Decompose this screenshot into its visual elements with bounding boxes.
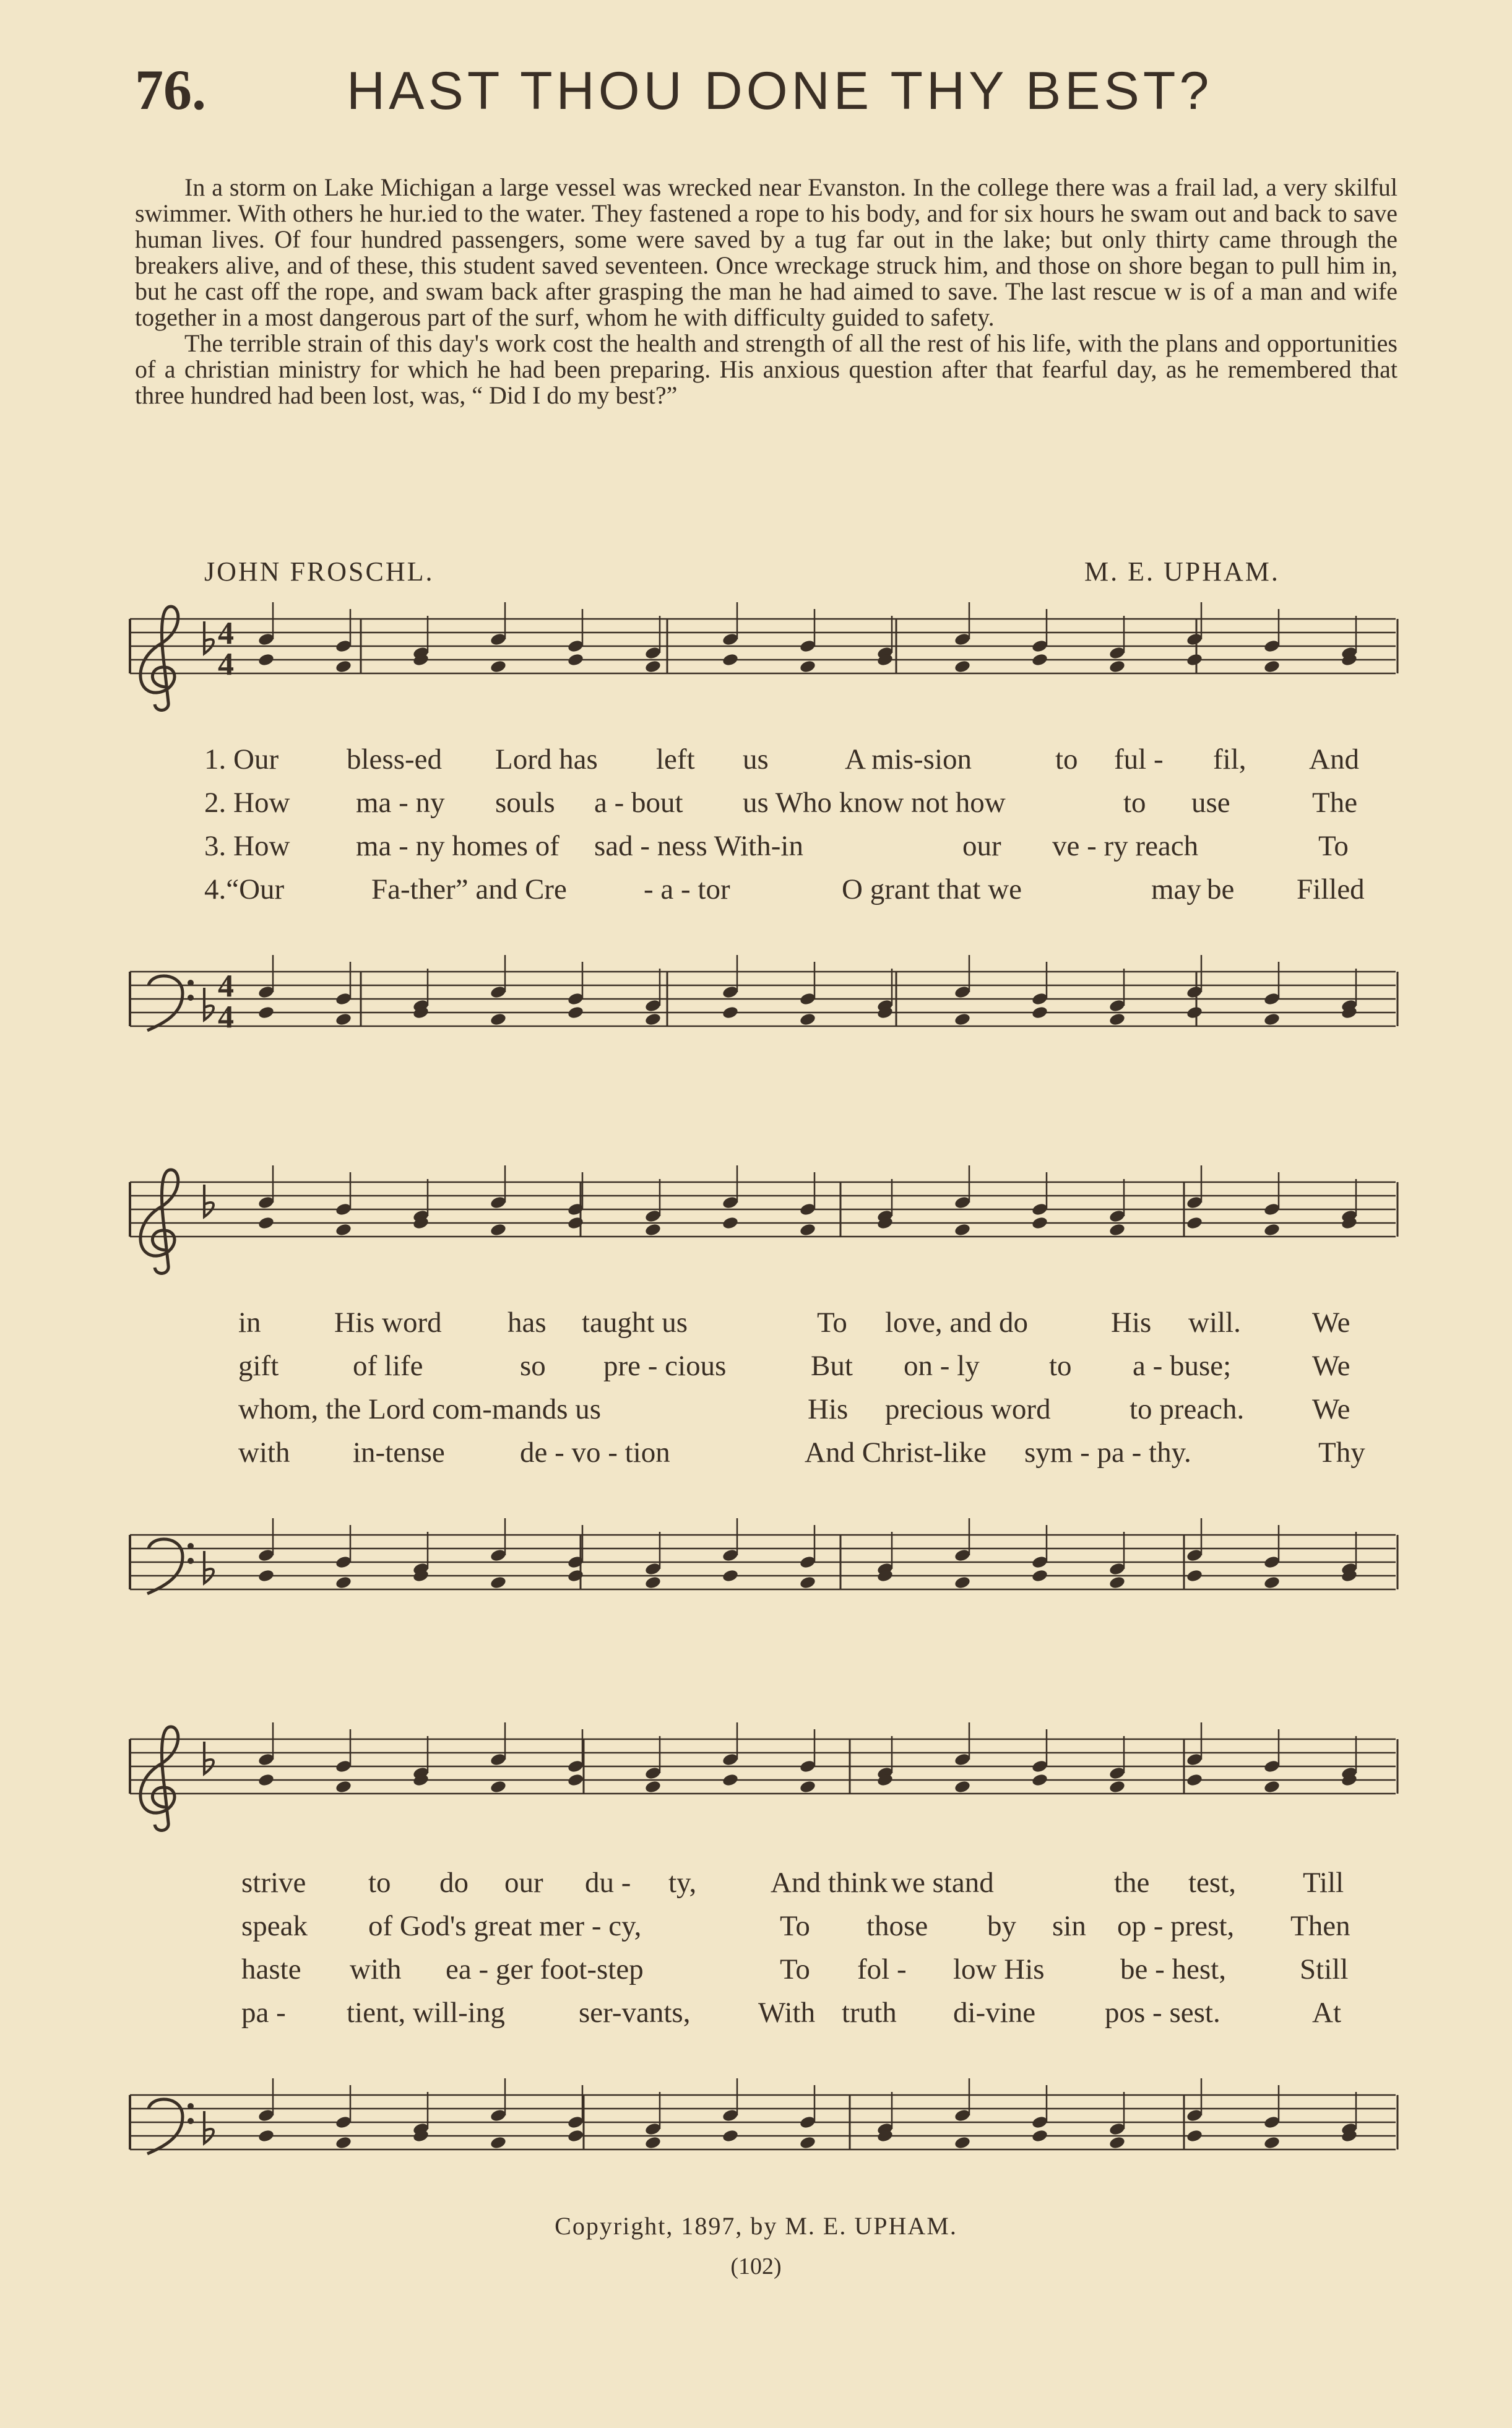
music-system-2 bbox=[124, 1157, 1399, 1628]
syllable: But bbox=[811, 1350, 853, 1382]
syllable: a - buse; bbox=[1133, 1350, 1232, 1382]
note-head bbox=[1186, 652, 1203, 667]
syllable: di-vine bbox=[953, 1997, 1036, 2029]
syllable: And bbox=[1309, 743, 1359, 775]
note-head bbox=[567, 1568, 584, 1583]
syllable: And Christ-like bbox=[805, 1436, 987, 1469]
syllable: has bbox=[508, 1307, 546, 1339]
syllable: may bbox=[1151, 873, 1201, 905]
syllable: sin bbox=[1052, 1910, 1086, 1942]
flat-key-signature-icon bbox=[204, 1185, 214, 1217]
flat-key-signature-icon bbox=[204, 1742, 214, 1774]
note-head bbox=[335, 1012, 352, 1026]
syllable: 4.“Our bbox=[204, 873, 285, 905]
note-head bbox=[490, 659, 507, 673]
syllable: left bbox=[656, 743, 695, 775]
syllable: O grant that we bbox=[842, 873, 1022, 905]
syllable: ma - ny homes of bbox=[356, 830, 559, 862]
syllable: We bbox=[1312, 1350, 1350, 1382]
composer-credit: M. E. UPHAM. bbox=[1084, 556, 1280, 587]
note-head bbox=[1108, 1575, 1126, 1589]
syllable: bless-ed bbox=[347, 743, 443, 775]
note-head bbox=[257, 1005, 275, 1019]
note-head bbox=[490, 2135, 507, 2149]
note-head bbox=[644, 1012, 662, 1026]
hymn-title: HAST THOU DONE THY BEST? bbox=[347, 61, 1213, 121]
story-text bbox=[135, 175, 1398, 408]
note-head bbox=[567, 1216, 584, 1230]
note-head bbox=[1108, 1012, 1126, 1026]
treble-clef-icon bbox=[140, 1170, 178, 1273]
syllable: The bbox=[1312, 787, 1358, 819]
treble-staff-1 bbox=[124, 594, 1399, 718]
note-head bbox=[799, 659, 816, 673]
note-head bbox=[722, 1216, 739, 1230]
syllable: His word bbox=[334, 1307, 442, 1339]
note-head bbox=[1031, 1216, 1048, 1230]
syllable: of life bbox=[353, 1350, 423, 1382]
note-head bbox=[1263, 1222, 1281, 1237]
syllable: fol - bbox=[857, 1953, 907, 1985]
syllable: haste bbox=[241, 1953, 301, 1985]
verse-4-line-3 bbox=[124, 1996, 1399, 2033]
syllable: ve - ry reach bbox=[1052, 830, 1199, 862]
syllable: the bbox=[1114, 1867, 1150, 1899]
syllable: - a - tor bbox=[644, 873, 730, 905]
verse-2-line-1 bbox=[124, 786, 1399, 823]
note-head bbox=[490, 1575, 507, 1589]
syllable: 2. How bbox=[204, 787, 290, 819]
bass-staff-3 bbox=[124, 2070, 1399, 2194]
syllable: op - prest, bbox=[1117, 1910, 1235, 1942]
syllable: souls bbox=[495, 787, 555, 819]
note-head bbox=[1108, 1222, 1126, 1237]
syllable: tient, will-ing bbox=[347, 1997, 505, 2029]
note-head bbox=[1031, 1773, 1048, 1787]
note-head bbox=[1031, 652, 1048, 667]
note-head bbox=[335, 1222, 352, 1237]
bass-clef-icon bbox=[147, 976, 183, 1030]
syllable: Then bbox=[1290, 1910, 1350, 1942]
syllable: sym - pa - thy. bbox=[1024, 1436, 1191, 1469]
note-head bbox=[1108, 659, 1126, 673]
syllable: low His bbox=[953, 1953, 1045, 1985]
syllable: we stand bbox=[891, 1867, 994, 1899]
syllable: precious word bbox=[885, 1393, 1051, 1425]
syllable: With bbox=[758, 1997, 816, 2029]
syllable: to bbox=[368, 1867, 391, 1899]
syllable: ser-vants, bbox=[579, 1997, 691, 2029]
flat-key-signature-icon bbox=[204, 988, 214, 1020]
note-head bbox=[567, 1005, 584, 1019]
syllable: so bbox=[520, 1350, 546, 1382]
syllable: strive bbox=[241, 1867, 306, 1899]
note-head bbox=[954, 1575, 971, 1589]
verse-4-line-2 bbox=[124, 1436, 1399, 1473]
bass-clef-icon bbox=[147, 2099, 183, 2154]
time-signature-top: 4 bbox=[218, 969, 234, 1004]
note-head bbox=[567, 1773, 584, 1787]
clef-dot bbox=[188, 995, 194, 1001]
note-head bbox=[1031, 1005, 1048, 1019]
note-head bbox=[490, 1222, 507, 1237]
syllable: A mis-sion bbox=[845, 743, 972, 775]
note-head bbox=[1031, 1568, 1048, 1583]
treble-staff-3 bbox=[124, 1714, 1399, 1838]
clef-dot bbox=[188, 1543, 194, 1549]
note-head bbox=[335, 1779, 352, 1794]
note-head bbox=[257, 1773, 275, 1787]
syllable: be bbox=[1207, 873, 1235, 905]
note-head bbox=[644, 1575, 662, 1589]
syllable: on - ly bbox=[904, 1350, 980, 1382]
note-head bbox=[644, 1222, 662, 1237]
copyright-notice: Copyright, 1897, by M. E. UPHAM. bbox=[555, 2212, 957, 2240]
note-head bbox=[954, 659, 971, 673]
note-head bbox=[799, 1575, 816, 1589]
bass-staff-2 bbox=[124, 1510, 1399, 1634]
syllable: His bbox=[808, 1393, 849, 1425]
note-head bbox=[257, 1216, 275, 1230]
syllable: with bbox=[350, 1953, 402, 1985]
bass-clef-icon bbox=[147, 1539, 183, 1594]
note-head bbox=[1186, 1216, 1203, 1230]
syllable: To bbox=[817, 1307, 847, 1339]
syllable: of God's great mer - cy, bbox=[368, 1910, 642, 1942]
clef-dot bbox=[188, 2103, 194, 2109]
note-head bbox=[1108, 1779, 1126, 1794]
verse-4-line-1 bbox=[124, 873, 1399, 910]
flat-key-signature-icon bbox=[204, 2111, 214, 2143]
syllable: And think bbox=[771, 1867, 888, 1899]
note-head bbox=[644, 2135, 662, 2149]
verse-1-line-3 bbox=[124, 1866, 1399, 1903]
music-system-3 bbox=[124, 1714, 1399, 2197]
syllable: ful - bbox=[1114, 743, 1164, 775]
note-head bbox=[1186, 1568, 1203, 1583]
verse-3-line-3 bbox=[124, 1953, 1399, 1990]
note-head bbox=[799, 1779, 816, 1794]
treble-staff-2 bbox=[124, 1157, 1399, 1281]
syllable: 1. Our bbox=[204, 743, 279, 775]
verse-1-line-1 bbox=[124, 743, 1399, 780]
syllable: love, and do bbox=[885, 1307, 1029, 1339]
note-head bbox=[722, 1568, 739, 1583]
verse-3-line-1 bbox=[124, 829, 1399, 866]
treble-clef-icon bbox=[140, 1727, 178, 1830]
clef-dot bbox=[188, 1558, 194, 1564]
syllable: us Who know not how bbox=[743, 787, 1006, 819]
syllable: by bbox=[987, 1910, 1016, 1942]
syllable: To bbox=[780, 1953, 810, 1985]
syllable: 3. How bbox=[204, 830, 290, 862]
lyricist-credit: JOHN FROSCHL. bbox=[204, 556, 434, 587]
note-head bbox=[799, 2135, 816, 2149]
verse-2-line-2 bbox=[124, 1349, 1399, 1386]
note-head bbox=[567, 652, 584, 667]
note-head bbox=[722, 1005, 739, 1019]
clef-dot bbox=[188, 2118, 194, 2124]
syllable: Filled bbox=[1297, 873, 1365, 905]
note-head bbox=[954, 2135, 971, 2149]
syllable: a - bout bbox=[594, 787, 683, 819]
note-head bbox=[1031, 2128, 1048, 2143]
syllable: pre - cious bbox=[603, 1350, 727, 1382]
syllable: with bbox=[238, 1436, 290, 1469]
note-head bbox=[335, 1575, 352, 1589]
syllable: At bbox=[1312, 1997, 1341, 2029]
note-head bbox=[335, 659, 352, 673]
syllable: ty, bbox=[668, 1867, 697, 1899]
syllable: We bbox=[1312, 1393, 1350, 1425]
treble-clef-icon bbox=[140, 607, 178, 710]
time-signature-bottom: 4 bbox=[218, 1000, 234, 1035]
verse-1-line-2 bbox=[124, 1306, 1399, 1343]
syllable: be - hest, bbox=[1120, 1953, 1226, 1985]
syllable: in-tense bbox=[353, 1436, 445, 1469]
note-head bbox=[257, 1568, 275, 1583]
note-head bbox=[722, 2128, 739, 2143]
syllable: To bbox=[780, 1910, 810, 1942]
syllable: Still bbox=[1300, 1953, 1349, 1985]
syllable: to bbox=[1049, 1350, 1072, 1382]
hymn-number: 76. bbox=[135, 58, 206, 121]
syllable: We bbox=[1312, 1307, 1350, 1339]
story-paragraph-2: The terrible strain of this day's work cost the health and strength of all the rest of his life, with the plans and opportunities of a christian ministry for which he had been preparing. His anxious question after that fearful day, as he remembered that three hundred had been lost, was, “ Did I do my best?” bbox=[135, 329, 1398, 409]
syllable: pa - bbox=[241, 1997, 286, 2029]
note-head bbox=[1263, 1012, 1281, 1026]
note-head bbox=[1108, 2135, 1126, 2149]
syllable: speak bbox=[241, 1910, 308, 1942]
note-head bbox=[644, 1779, 662, 1794]
syllable: fil, bbox=[1213, 743, 1246, 775]
syllable: our bbox=[504, 1867, 543, 1899]
syllable: To bbox=[1318, 830, 1349, 862]
flat-key-signature-icon bbox=[204, 1551, 214, 1583]
clef-dot bbox=[188, 980, 194, 986]
note-head bbox=[1263, 1575, 1281, 1589]
syllable: will. bbox=[1188, 1307, 1241, 1339]
note-head bbox=[954, 1222, 971, 1237]
note-head bbox=[722, 652, 739, 667]
verse-3-line-2 bbox=[124, 1393, 1399, 1430]
syllable: to bbox=[1055, 743, 1078, 775]
verse-2-line-3 bbox=[124, 1909, 1399, 1946]
flat-key-signature-icon bbox=[204, 621, 214, 654]
note-head bbox=[1263, 1779, 1281, 1794]
syllable: use bbox=[1191, 787, 1230, 819]
note-head bbox=[954, 1012, 971, 1026]
syllable: test, bbox=[1188, 1867, 1237, 1899]
music-system-1 bbox=[124, 594, 1399, 1089]
syllable: to bbox=[1123, 787, 1146, 819]
note-head bbox=[954, 1779, 971, 1794]
note-head bbox=[1263, 2135, 1281, 2149]
syllable: His bbox=[1111, 1307, 1152, 1339]
syllable: Till bbox=[1303, 1867, 1344, 1899]
note-head bbox=[490, 1779, 507, 1794]
note-head bbox=[490, 1012, 507, 1026]
syllable: de - vo - tion bbox=[520, 1436, 670, 1469]
syllable: our bbox=[962, 830, 1001, 862]
time-signature-bottom: 4 bbox=[218, 647, 234, 682]
note-head bbox=[257, 652, 275, 667]
syllable: pos - sest. bbox=[1105, 1997, 1220, 2029]
syllable: Fa-ther” and Cre bbox=[371, 873, 567, 905]
syllable: Lord has bbox=[495, 743, 598, 775]
page-number: (102) bbox=[730, 2253, 782, 2279]
syllable: in bbox=[238, 1307, 261, 1339]
note-head bbox=[1186, 1773, 1203, 1787]
story-paragraph-1: In a storm on Lake Michigan a large vessel was wrecked near Evanston. In the college there was a frail lad, a very skilful swimmer. With others he hur.ied to the water. They fastened a rope to his body, and for six hours he swam out and back to save human lives. Of four hundred passengers, some were saved by a tug far out in the lake; but only thirty came through the breakers alive, and of these, this student saved seventeen. Once wreckage struck him, and those on shore began to pull him in, but he cast off the rope, and swam back after grasping the man he had aimed to save. The last rescue w is of a man and wife together in a most dangerous part of the surf, whom he with difficulty guided to safety. bbox=[135, 173, 1398, 331]
syllable: do bbox=[439, 1867, 469, 1899]
syllable: gift bbox=[238, 1350, 279, 1382]
syllable: those bbox=[866, 1910, 928, 1942]
note-head bbox=[722, 1773, 739, 1787]
note-head bbox=[1263, 659, 1281, 673]
syllable: taught us bbox=[582, 1307, 688, 1339]
note-head bbox=[644, 659, 662, 673]
syllable: Thy bbox=[1318, 1436, 1365, 1469]
syllable: ea - ger foot-step bbox=[446, 1953, 644, 1985]
note-head bbox=[567, 2128, 584, 2143]
note-head bbox=[799, 1012, 816, 1026]
syllable: us bbox=[743, 743, 769, 775]
note-head bbox=[335, 2135, 352, 2149]
syllable: truth bbox=[842, 1997, 897, 2029]
syllable: whom, the Lord com-mands us bbox=[238, 1393, 602, 1425]
note-head bbox=[1186, 2128, 1203, 2143]
note-head bbox=[257, 2128, 275, 2143]
bass-staff-1 bbox=[124, 947, 1399, 1071]
syllable: sad - ness With-in bbox=[594, 830, 803, 862]
syllable: to preach. bbox=[1130, 1393, 1245, 1425]
note-head bbox=[799, 1222, 816, 1237]
syllable: ma - ny bbox=[356, 787, 445, 819]
note-head bbox=[1186, 1005, 1203, 1019]
syllable: du - bbox=[585, 1867, 631, 1899]
time-signature-top: 4 bbox=[218, 616, 234, 651]
